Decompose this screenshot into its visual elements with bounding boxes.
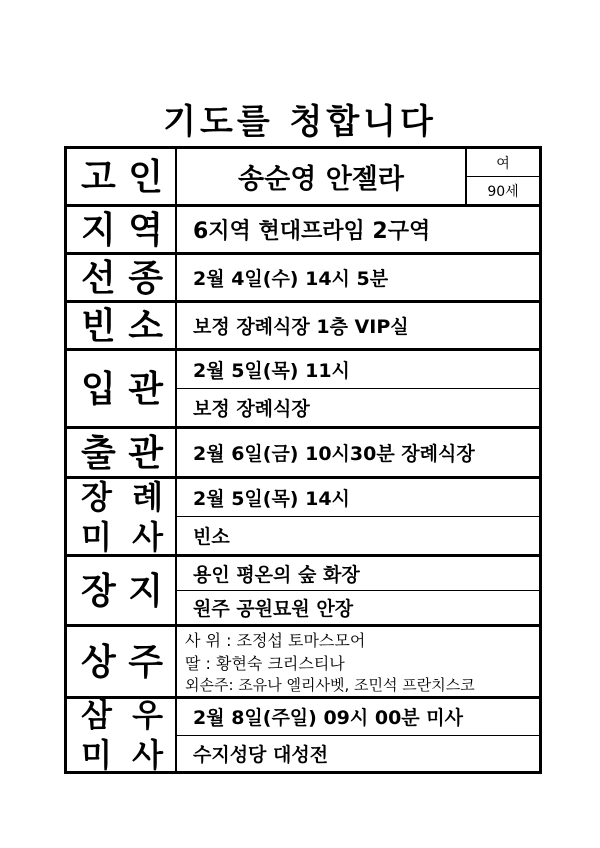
- row-departure: [67, 429, 539, 479]
- mourner-line-1: 사 위 : 조정섭 토마스모어: [185, 630, 366, 650]
- label-third-day-mass: 삼 우 미 사: [67, 699, 177, 771]
- coffin-place: 보정 장례식장: [177, 388, 539, 426]
- label-coffin: 입 관: [67, 351, 177, 426]
- mourner-line-2: 딸 : 황현숙 크리스티나: [185, 653, 345, 673]
- mortuary-value: 보정 장례식장 1층 VIP실: [193, 316, 409, 338]
- departure-value: 2월 6일(금) 10시30분 장례식장: [193, 443, 475, 465]
- deceased-info: [465, 149, 539, 204]
- label-burial: 장 지: [67, 557, 177, 624]
- label-funeral-mass: 장 례 미 사: [67, 479, 177, 554]
- funeral-mass-time: 2월 5일(목) 14시: [193, 488, 350, 510]
- row-death: [67, 255, 539, 303]
- death-value: 2월 4일(수) 14시 5분: [193, 268, 389, 290]
- deceased-gender: 여: [496, 155, 510, 172]
- third-day-mass-time: 2월 8일(주일) 09시 00분 미사: [193, 707, 463, 730]
- row-mourners: [67, 627, 539, 699]
- deceased-name: 송순영 안젤라: [238, 164, 404, 195]
- row-funeral-mass: [67, 479, 539, 557]
- row-region: [67, 207, 539, 255]
- row-coffin: [67, 351, 539, 429]
- row-third-day-mass: [67, 696, 539, 774]
- burial-line-2: 원주 공원묘원 안장: [177, 590, 539, 624]
- mourner-line-3: 외손주: 조유나 엘리사벳, 조민석 프란치스코: [185, 676, 475, 694]
- label-departure: 출 관: [67, 429, 177, 476]
- label-region: 지 역: [67, 207, 177, 252]
- row-mortuary: [67, 303, 539, 351]
- deceased-age: 90세: [467, 176, 539, 204]
- obituary-table: [64, 146, 542, 774]
- label-death: 선 종: [67, 255, 177, 300]
- label-mourners: 상 주: [67, 627, 177, 696]
- third-day-mass-place: 수지성당 대성전: [177, 735, 539, 772]
- label-deceased: 고 인: [67, 149, 177, 204]
- region-value: 6지역 현대프라임 2구역: [193, 219, 431, 244]
- coffin-time: 2월 5일(목) 11시: [193, 360, 350, 382]
- burial-line-1: 용인 평온의 숲 화장: [193, 564, 360, 586]
- label-mortuary: 빈 소: [67, 303, 177, 348]
- page-title: 기도를 청합니다: [163, 102, 437, 142]
- funeral-mass-place: 빈소: [177, 516, 539, 554]
- row-deceased: [67, 149, 539, 207]
- row-burial: [67, 557, 539, 627]
